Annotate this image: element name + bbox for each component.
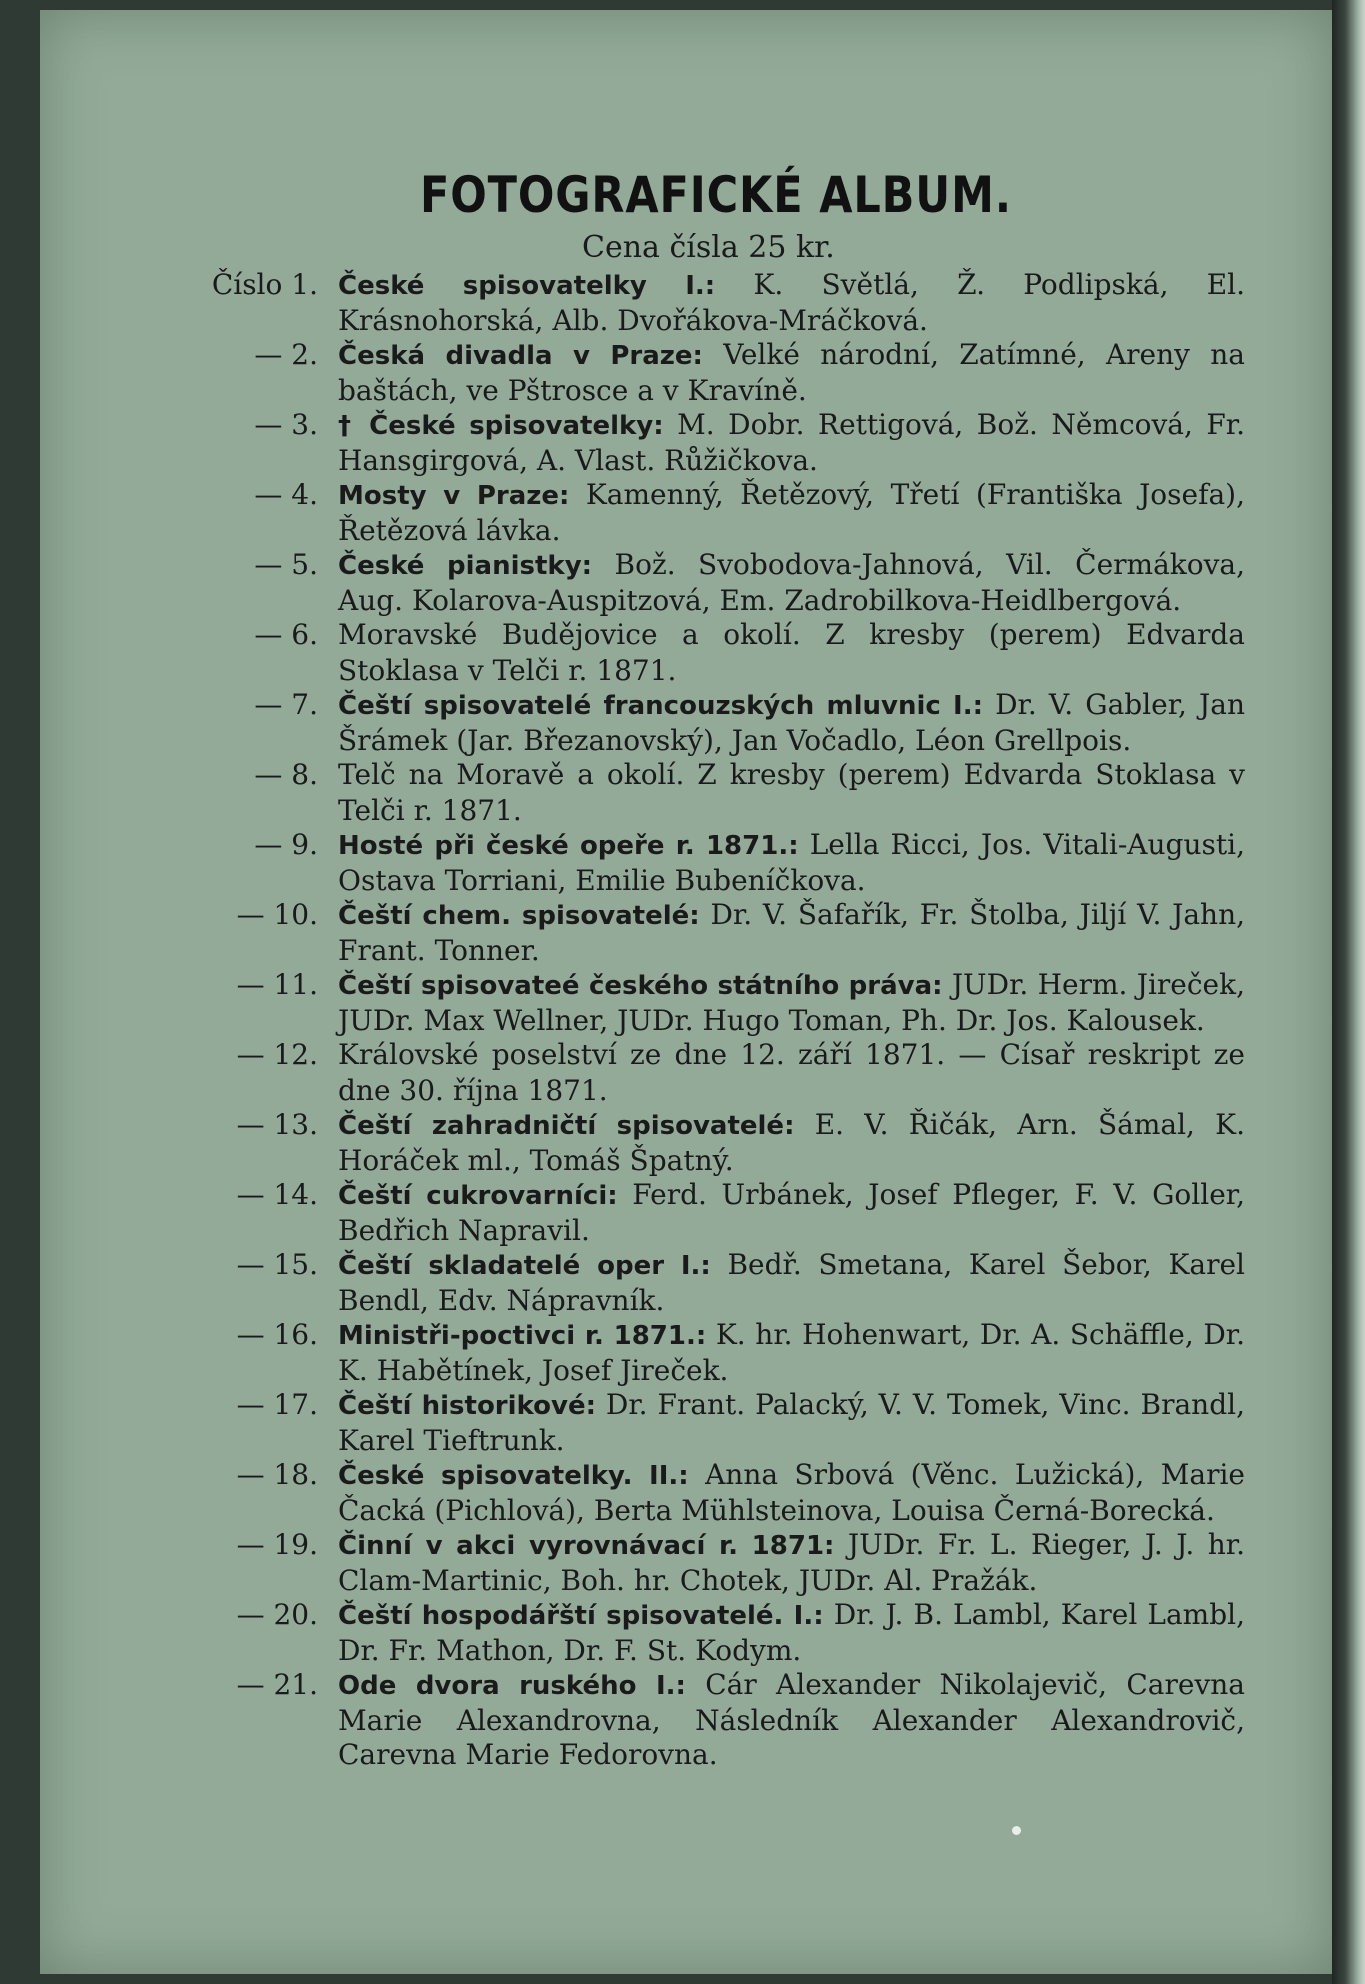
entry-number: — 14. (236, 1178, 318, 1211)
entry-heading: Čeští zahradničtí spisovatelé: (338, 1111, 795, 1141)
entry-text: Lella Ricci, Jos. Vitali-Augusti, Ostava Torriani, Emilie Bubeníčkova. (338, 828, 1245, 897)
entry-number: — 21. (236, 1668, 318, 1701)
list-item (40, 898, 1300, 968)
list-item (40, 1598, 1300, 1668)
entry-heading: Čeští chem. spisovatelé: (338, 901, 700, 931)
paper-speck (1012, 1826, 1021, 1835)
list-item (40, 688, 1300, 758)
entry-number: — 20. (236, 1598, 318, 1631)
page-title: FOTOGRAFICKÉ ALBUM. (420, 166, 1012, 224)
list-item (40, 1038, 1300, 1108)
entry-heading: Čeští hospodářští spisovatelé. I.: (338, 1601, 824, 1631)
entry-text: M. Dobr. Rettigová, Bož. Němcová, Fr. Hansgirgová, A. Vlast. Růžičkova. (338, 408, 1245, 477)
entry-number: Číslo 1. (211, 268, 318, 301)
entry-number: — 15. (236, 1248, 318, 1281)
entry-heading: Ode dvora ruského I.: (338, 1671, 686, 1701)
entry-text: Dr. J. B. Lambl, Karel Lambl, Dr. Fr. Mathon, Dr. F. St. Kodym. (338, 1598, 1245, 1667)
entry-text: K. Světlá, Ž. Podlipská, El. Krásnohorská, Alb. Dvořákova-Mráčková. (338, 268, 1245, 337)
entry-heading: České spisovatelky. II.: (338, 1461, 689, 1491)
entry-number: — 7. (254, 688, 318, 721)
entry-number: — 4. (254, 478, 318, 511)
album-list (40, 268, 1300, 1773)
list-item (40, 1458, 1300, 1528)
entry-heading: Čeští cukrovarníci: (338, 1181, 618, 1211)
list-item (40, 1668, 1300, 1773)
list-item (40, 1528, 1300, 1598)
entry-number: — 5. (254, 548, 318, 581)
entry-text: Dr. V. Šafařík, Fr. Štolba, Jiljí V. Jahn, Frant. Tonner. (338, 898, 1246, 967)
list-item (40, 758, 1300, 828)
entry-text: JUDr. Fr. L. Rieger, J. J. hr. Clam-Martinic, Boh. hr. Chotek, JUDr. Al. Pražák. (338, 1528, 1245, 1597)
entry-heading: Hosté při české opeře r. 1871.: (338, 831, 799, 861)
entry-number: — 18. (236, 1458, 318, 1491)
entry-heading: Česká divadla v Praze: (338, 341, 703, 371)
entry-heading: Ministři-poctivci r. 1871.: (338, 1321, 707, 1351)
entry-number: — 6. (254, 618, 318, 651)
entry-heading: České pianistky: (338, 551, 593, 581)
entry-text: Ferd. Urbánek, Josef Pfleger, F. V. Goller, Bedřich Napravil. (338, 1178, 1245, 1247)
entry-text: Telč na Moravě a okolí. Z kresby (perem) Edvarda Stoklasa v Telči r. 1871. (338, 758, 1245, 827)
entry-number: — 12. (236, 1038, 318, 1071)
entry-text: Bedř. Smetana, Karel Šebor, Karel Bendl, Edv. Nápravník. (338, 1248, 1245, 1317)
entry-number: — 13. (236, 1108, 318, 1141)
entry-heading: Čeští spisovatelé francouzských mluvnic I.: (338, 691, 983, 721)
page-edge-shadow (1332, 0, 1365, 1984)
entry-text: Moravské Budějovice a okolí. Z kresby (perem) Edvarda Stoklasa v Telči r. 1871. (338, 618, 1245, 687)
list-item (40, 268, 1300, 338)
price-line: Cena čísla 25 kr. (582, 230, 835, 265)
list-item (40, 828, 1300, 898)
entry-number: — 3. (254, 408, 318, 441)
entry-text: Anna Srbová (Věnc. Lužická), Marie Čacká (Pichlová), Berta Mühlsteinova, Louisa Černá-Borecká. (338, 1458, 1246, 1527)
entry-heading: Čeští skladatelé oper I.: (338, 1251, 711, 1281)
entry-text: Bož. Svobodova-Jahnová, Vil. Čermákova, Aug. Kolarova-Auspitzová, Em. Zadrobilkova-Heidlbergová. (338, 548, 1246, 617)
list-item (40, 1248, 1300, 1318)
entry-number: — 11. (236, 968, 318, 1001)
list-item (40, 478, 1300, 548)
list-item (40, 1178, 1300, 1248)
entry-number: — 17. (236, 1388, 318, 1421)
catalog-page (40, 10, 1332, 1974)
list-item (40, 408, 1300, 478)
entry-heading: Čeští historikové: (338, 1391, 596, 1421)
entry-text: K. hr. Hohenwart, Dr. A. Schäffle, Dr. K. Habětínek, Josef Jireček. (338, 1318, 1245, 1387)
entry-text: Velké národní, Zatímné, Areny na baštách, ve Pštrosce a v Kravíně. (338, 338, 1245, 407)
list-item (40, 548, 1300, 618)
list-item (40, 1388, 1300, 1458)
entry-heading: Činní v akci vyrovnávací r. 1871: (338, 1531, 835, 1561)
entry-number: — 16. (236, 1318, 318, 1351)
entry-number: — 9. (254, 828, 318, 861)
entry-heading: Čeští spisovateé českého státního práva: (338, 971, 943, 1001)
entry-number: — 19. (236, 1528, 318, 1561)
entry-text: E. V. Řičák, Arn. Šámal, K. Horáček ml., Tomáš Špatný. (338, 1108, 1245, 1177)
entry-text: Cár Alexander Nikolajevič, Carevna Marie Alexandrovna, Následník Alexander Alexandrovič, Carevna Marie Fedorovna. (338, 1668, 1245, 1771)
entry-number: — 8. (254, 758, 318, 791)
entry-heading: České spisovatelky I.: (338, 271, 716, 301)
entry-number: — 10. (236, 898, 318, 931)
list-item (40, 1108, 1300, 1178)
entry-number: — 2. (254, 338, 318, 371)
list-item (40, 618, 1300, 688)
entry-heading: † České spisovatelky: (338, 411, 664, 441)
entry-text: JUDr. Herm. Jireček, JUDr. Max Wellner, JUDr. Hugo Toman, Ph. Dr. Jos. Kalousek. (338, 968, 1245, 1037)
list-item (40, 338, 1300, 408)
list-item (40, 1318, 1300, 1388)
entry-text: Dr. V. Gabler, Jan Šrámek (Jar. Březanovský), Jan Vočadlo, Léon Grellpois. (338, 688, 1245, 757)
entry-heading: Mosty v Praze: (338, 481, 570, 511)
list-item (40, 968, 1300, 1038)
entry-text: Kamenný, Řetězový, Třetí (Františka Josefa), Řetězová lávka. (338, 478, 1245, 547)
entry-text: Královské poselství ze dne 12. září 1871. — Císař reskript ze dne 30. října 1871. (338, 1038, 1245, 1107)
entry-text: Dr. Frant. Palacký, V. V. Tomek, Vinc. Brandl, Karel Tieftrunk. (338, 1388, 1245, 1457)
